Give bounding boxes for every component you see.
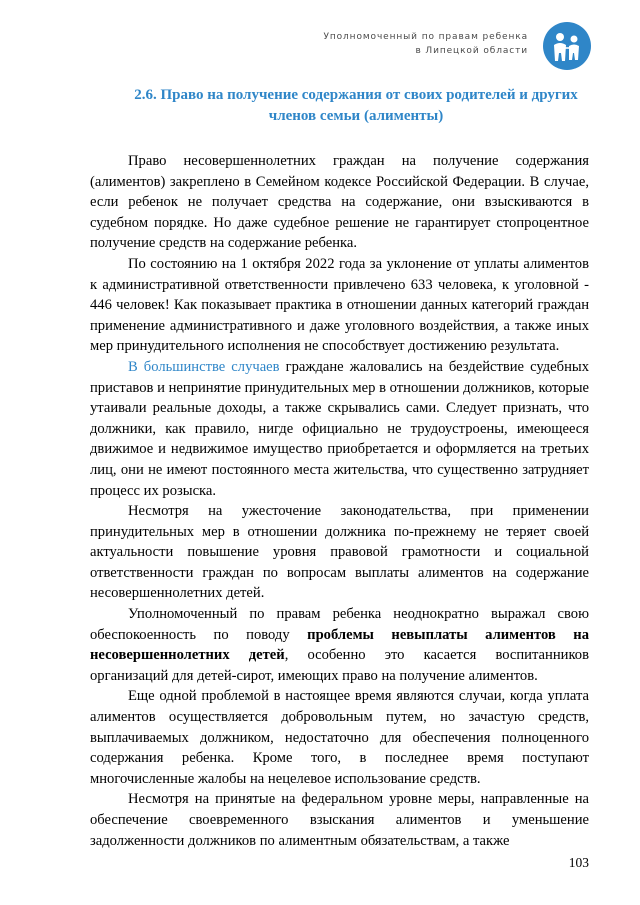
section-title [60, 85, 640, 127]
paragraph-5 [90, 604, 589, 686]
highlighted-link[interactable]: В большинстве случаев [128, 358, 280, 375]
organization-name-line2: в Липецкой области [415, 46, 528, 56]
paragraph-2: По состоянию на 1 октября 2022 года за уклонение от уплаты алиментов к административной ответственности привлечено 633 человека, к уголовной - 446 человек! Как показывает практика в отношении данных категорий граждан применение административного и даже уголовного воздействия, а также иных мер принудительного исполнения не способствует достижению результата. [90, 255, 589, 355]
paragraph-3-text: граждане жаловались на бездействие судебных приставов и непринятие принудительных мер в отношении должников, которые утаивали реальные доходы, а также скрывались сами. Следует признать, что должники, как правило, нигде официально не трудоустроены, имеющееся движимое и недвижимое имущество приобретается и оформляется на третьих лиц, они не имеют постоянного места жительства, что существенно затрудняет процесс их розыска. [90, 358, 589, 499]
section-title-line2: членов семьи (алименты) [268, 108, 444, 124]
paragraph-5-end: , особенно это касается воспитанников организаций для детей-сирот, имеющих право на получение алиментов. [90, 647, 589, 684]
body-text [90, 151, 589, 851]
section-title-line1: 2.6. Право на получение содержания от своих родителей и других [134, 87, 578, 103]
paragraph-6: Еще одной проблемой в настоящее время являются случаи, когда уплата алиментов осуществляется добровольным путем, но зачастую средств, выплачиваемых должником, недостаточно для обеспечения полноценного содержания ребенка. Кроме того, в последнее время поступают многочисленные жалобы на нецелевое использование средств. [90, 688, 589, 787]
paragraph-3 [90, 357, 589, 501]
paragraph-7: Несмотря на принятые на федеральном уровне меры, направленные на обеспечение своевременного взыскания алиментов и уменьшение задолженности должников по алиментным обязательствам, а также [90, 791, 589, 849]
organization-name-line1: Уполномоченный по правам ребенка [323, 32, 528, 42]
children-silhouette-logo-icon [542, 21, 592, 71]
paragraph-1: Право несовершеннолетних граждан на получение содержания (алиментов) закреплено в Семейном кодексе Российской Федерации. В случае, если ребенок не получает средства на содержание, они взыскиваются в судебном порядке. Но даже судебное решение не гарантирует стопроцентное получение средств на содержание ребенка. [90, 153, 589, 252]
paragraph-5-start: Уполномоченный по правам ребенка неоднократно выражал свою обеспокоенность по поводу [90, 606, 589, 643]
paragraph-4: Несмотря на ужесточение законодательства, при применении принудительных мер в отношении должника по-прежнему не теряет своей актуальности повышение уровня правовой грамотности и социальной ответственности граждан по вопросам выплаты алиментов на содержание несовершеннолетних детей. [90, 503, 589, 602]
organization-name [323, 30, 528, 58]
paragraph-5-bold-phrase: проблемы невыплаты алиментов на несовершеннолетних детей [90, 626, 589, 664]
page-number: 103 [568, 855, 589, 870]
